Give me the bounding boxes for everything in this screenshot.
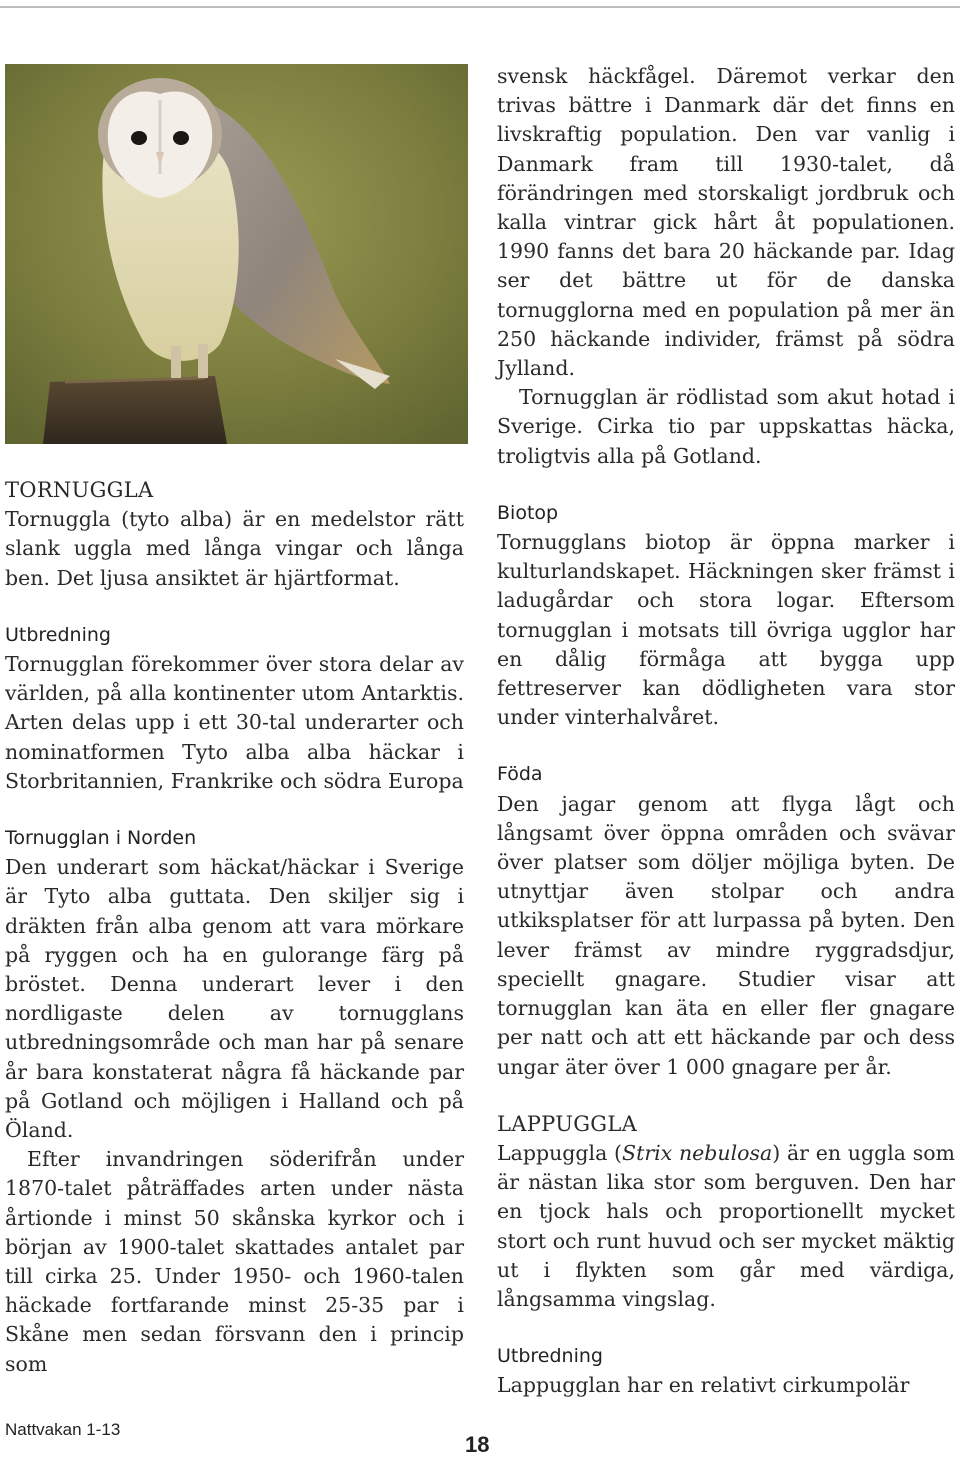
foda-paragraph: Den jagar genom att flyga lågt och långsamt över öppna områden och svävar över platser som döljer möjliga byten. De utnyttjar även stolpar och andra utkiksplatser för att lurpassa på byten. Den lever främst av mindre ryggradsdjur, speciellt gnagare. Studier visar att tornugglan kan äta en eller fler gnagare per natt och att ett häckande par och dess ungar äter över 1 000 gnagare per år. [497,791,955,1079]
lappuggla-utbredning-paragraph: Lappugglan har en relativt cirkumpolär [497,1373,910,1398]
foda-heading: Föda [497,763,543,786]
page-number: 18 [465,1432,490,1457]
norden-paragraph: Den underart som häckat/häckar i Sverige är Tyto alba guttata. Den skiljer sig i dräkten från alba genom att vara mörkare på ryggen och ha en gulorange färg på bröstet. Denna underart lever i den nordligaste delen av tornugglans utbredningsområde och man har på senare år bara konstaterat några få häckande par på Gotland och möjligen i Halland och på Öland. [5,855,464,1143]
lappuggla-text-start: Lappuggla ( [497,1140,623,1165]
norden-heading: Tornugglan i Norden [5,827,197,850]
continuation-paragraph: svensk häckfågel. Däremot verkar den trivas bättre i Danmark där det finns en livskraftig population. Den var vanlig i Danmark fram till 1930-talet, då förändringen med storskaligt jordbruk och kalla vintrar gick hårt åt populationen. 1990 fanns det bara 20 häckande par. Idag ser det bättre ut för de danska tornugglorna med en population på mer än 250 häckande individer, främst på södra Jylland. [497,64,955,381]
lappuggla-utbredning-heading: Utbredning [497,1345,603,1368]
section-title-tornuggla: TORNUGGLA [5,478,154,502]
section-title-lappuggla: LAPPUGGLA [497,1111,638,1136]
left-column [5,476,464,1379]
intro-paragraph: Tornuggla (tyto alba) är en medelstor rätt slank uggla med långa vingar och långa ben. Det ljusa ansiktet är hjärtformat. [5,507,464,590]
utbredning-heading: Utbredning [5,623,111,646]
biotop-heading: Biotop [497,501,559,524]
right-column [497,62,955,1401]
lappuggla-latin-name: Strix nebulosa [622,1140,773,1165]
publication-footer: Nattvakan 1-13 [5,1420,121,1439]
lappuggla-text-end: ) är en uggla som är nästan lika stor som berguven. Den har en tjock hals och proportionellt mycket stort och runt huvud och ser mycket mäktig ut i flykten som går med värdiga, långsamma vingslag. [497,1140,955,1311]
rodlistad-paragraph: Tornugglan är rödlistad som akut hotad i Sverige. Cirka tio par uppskattas häcka, troligtvis alla på Gotland. [497,385,955,468]
biotop-paragraph: Tornugglans biotop är öppna marker i kulturlandskapet. Häckningen sker främst i ladugårdar och stora logar. Eftersom tornugglan i motsats till övriga ugglor har en dålig förmåga att bygga upp fettreserver kan dödligheten vara stor under vinterhalvåret. [497,530,955,730]
utbredning-paragraph: Tornugglan förekommer över stora delar av världen, på alla kontinenter utom Antarktis. Arten delas upp i ett 30-tal underarter och nominatformen Tyto alba alba häckar i Storbritannien, Frankrike och södra Europa [5,652,464,793]
lappuggla-paragraph [497,1139,955,1314]
barn-owl-photo [5,64,468,444]
top-rule [0,6,960,8]
invandring-paragraph: Efter invandringen söderifrån under 1870-talet påträffades arten under nästa årtionde i minst 50 skånska kyrkor och i början av 1900-talet skattades antalet par till cirka 25. Under 1950- och 1960-talen häckade fortfarande minst 25-35 par i Skåne men sedan försvann den i princip som [5,1147,464,1376]
